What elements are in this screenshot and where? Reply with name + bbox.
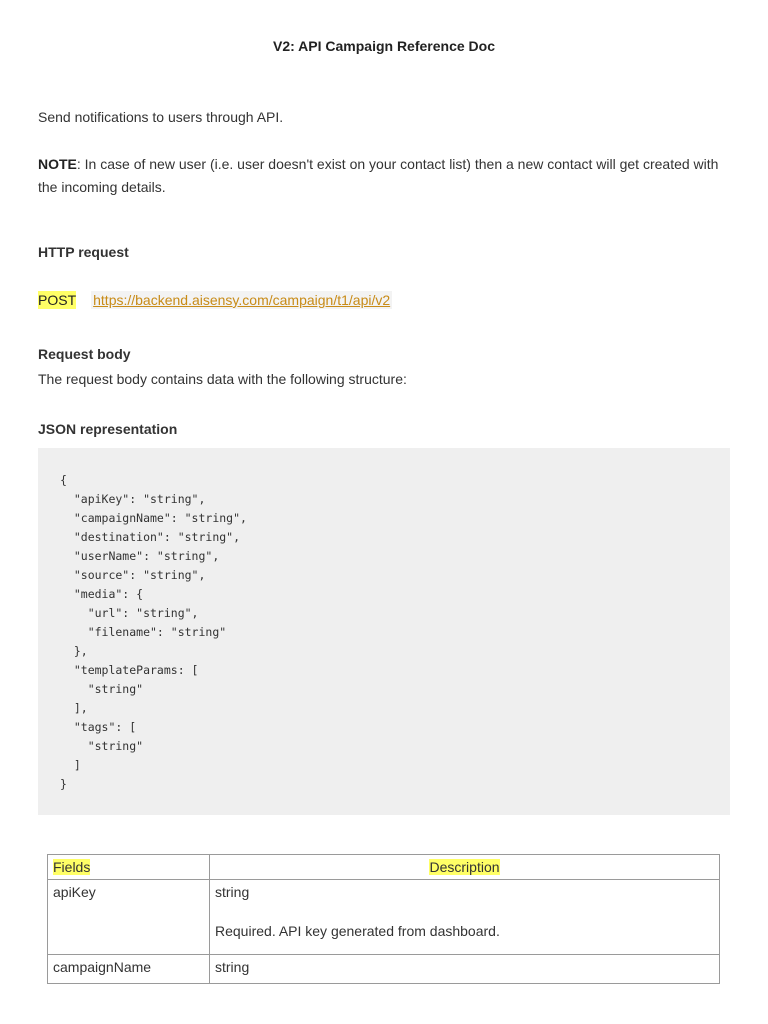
http-method: POST: [38, 292, 77, 308]
request-body-description: The request body contains data with the following structure:: [38, 371, 407, 387]
description-column-header: Description: [210, 855, 720, 880]
http-request-heading: HTTP request: [38, 244, 129, 260]
fields-table: [47, 854, 720, 984]
fields-column-header: Fields: [48, 855, 210, 880]
table-header-row: [48, 855, 720, 880]
json-code: { "apiKey": "string", "campaignName": "string", "destination": "string", "userName": "string", "source": "string", "media": { "url": "string", "filename": "string" }, "templateParams: [ "string" ], "tags": [ "string" ] }: [60, 473, 247, 791]
field-name-cell: campaignName: [48, 955, 210, 984]
table-row: [48, 880, 720, 955]
field-type: string: [215, 884, 250, 900]
page-title: V2: API Campaign Reference Doc: [273, 38, 495, 54]
field-description-cell: [210, 880, 720, 955]
note-text: : In case of new user (i.e. user doesn't exist on your contact list) then a new contact will get created with the incoming details.: [38, 156, 719, 195]
field-name-cell: apiKey: [48, 880, 210, 955]
table-row: [48, 955, 720, 984]
field-description-cell: [210, 955, 720, 984]
request-line: [38, 290, 392, 310]
field-type: string: [215, 959, 250, 975]
request-body-heading: Request body: [38, 346, 131, 362]
note-paragraph: [38, 153, 728, 199]
json-representation-heading: JSON representation: [38, 421, 178, 437]
endpoint-url-link[interactable]: https://backend.aisensy.com/campaign/t1/api/v2: [93, 292, 391, 308]
note-label: NOTE: [38, 156, 77, 172]
json-code-block: [38, 448, 730, 815]
intro-text: Send notifications to users through API.: [38, 109, 284, 125]
field-description: Required. API key generated from dashboard.: [215, 923, 500, 939]
